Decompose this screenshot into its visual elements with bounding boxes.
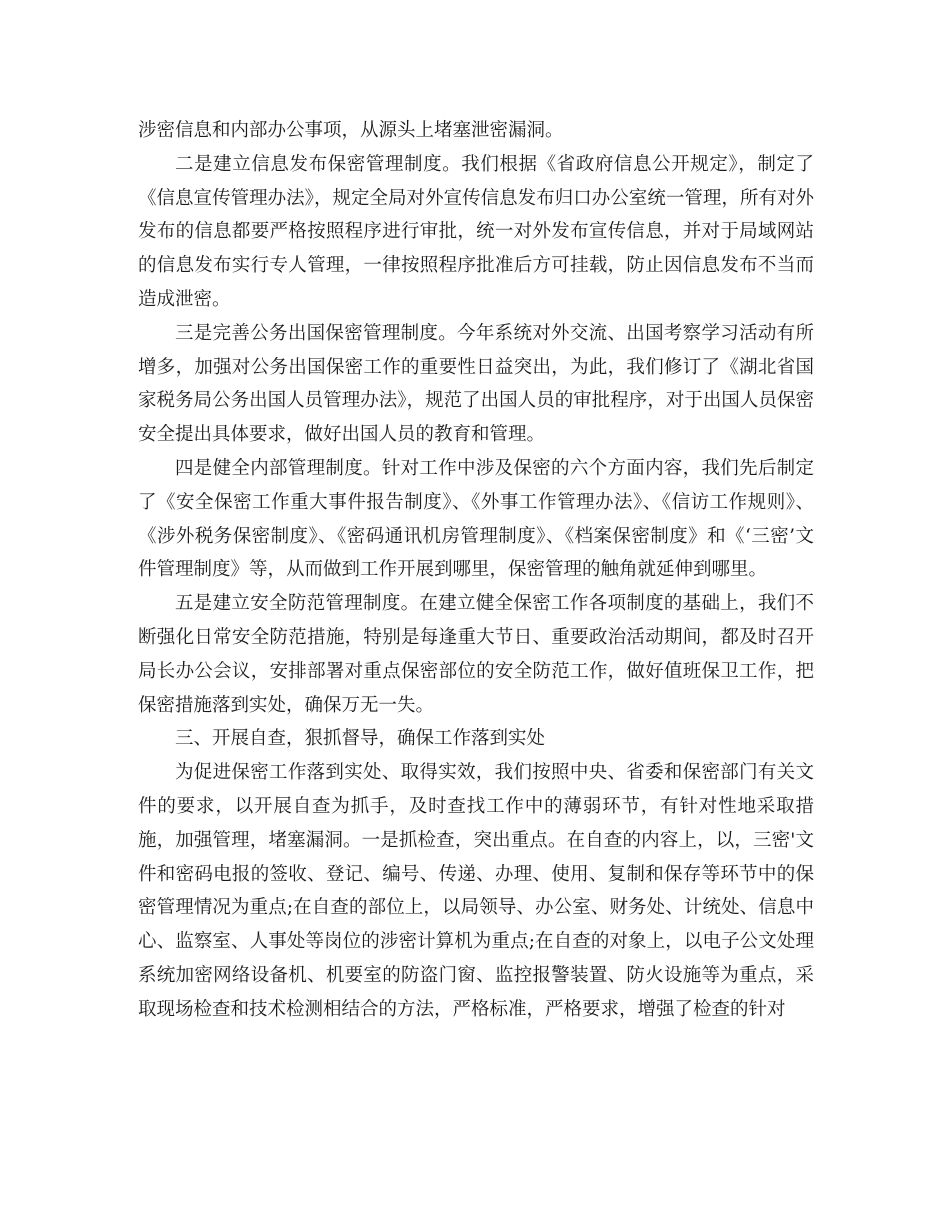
paragraph-7: 为促进保密工作落到实处、取得实效，我们按照中央、省委和保密部门有关文件的要求，以开展自查为抓手，及时查找工作中的薄弱环节，有针对性地采取措施，加强管理，堵塞漏洞。一是抓检查，突出重点。在自查的内容上，以，三密'文件和密码电报的签收、登记、编号、传递、办理、使用、复制和保存等环节中的保密管理情况为重点;在自查的部位上，以局领导、办公室、财务处、计统处、信息中心、监察室、人事处等岗位的涉密计算机为重点;在自查的对象上，以电子公文处理系统加密网络设备机、机要室的防盗门窗、监控报警装置、防火设施等为重点，采取现场检查和技术检测相结合的方法，严格标准，严格要求，增强了检查的针对 <box>138 762 814 1020</box>
paragraph-2: 二是建立信息发布保密管理制度。我们根据《省政府信息公开规定》，制定了《信息宣传管理办法》，规定全局对外宣传信息发布归口办公室统一管理，所有对外发布的信息都要严格按照程序进行审批，统一对外发布宣传信息，并对于局域网站的信息发布实行专人管理，一律按照程序批准后方可挂载，防止因信息发布不当而造成泄密。 <box>138 153 814 310</box>
paragraph-4: 四是健全内部管理制度。针对工作中涉及保密的六个方面内容，我们先后制定了《安全保密工作重大事件报告制度》、《外事工作管理办法》、《信访工作规则》、《涉外税务保密制度》、《密码通讯机房管理制度》、《档案保密制度》和《‘三密’文件管理制度》等，从而做到工作开展到哪里，保密管理的触角就延伸到哪里。 <box>138 457 814 581</box>
section-heading: 三、开展自查，狠抓督导，确保工作落到实处 <box>175 728 546 750</box>
paragraph-5: 五是建立安全防范管理制度。在建立健全保密工作各项制度的基础上，我们不断强化日常安全防范措施，特别是每逢重大节日、重要政治活动期间，都及时召开局长办公会议，安排部署对重点保密部位的安全防范工作，做好值班保卫工作，把保密措施落到实处，确保万无一失。 <box>138 593 814 716</box>
paragraph-1: 涉密信息和内部办公事项，从源头上堵塞泄密漏洞。 <box>138 120 564 141</box>
document-body <box>138 114 814 1027</box>
paragraph-3: 三是完善公务出国保密管理制度。今年系统对外交流、出国考察学习活动有所增多，加强对公务出国保密工作的重要性日益突出，为此，我们修订了《湖北省国家税务局公务出国人员管理办法》，规范了出国人员的审批程序，对于出国人员保密安全提出具体要求，做好出国人员的教育和管理。 <box>138 322 814 446</box>
